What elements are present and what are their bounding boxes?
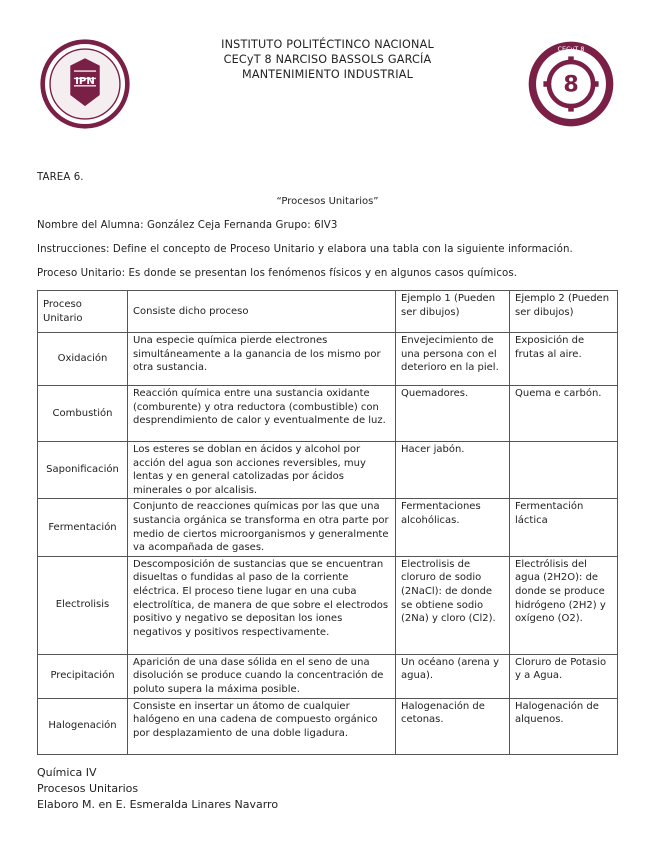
process-name: Combustión [38, 386, 128, 442]
process-description: Una especie química pierde electrones simultáneamente a la ganancia de los mismo por otra sustancia. [128, 333, 396, 386]
header-line-2: CECyT 8 NARCISO BASSOLS GARCÍA [223, 53, 432, 66]
example-2: Halogenación de alquenos. [510, 698, 618, 754]
example-1: Un océano (arena y agua). [396, 654, 510, 698]
header-example-2: Ejemplo 2 (Pueden ser dibujos) [510, 291, 618, 333]
header-line-1: INSTITUTO POLITÉCTINCO NACIONAL [221, 38, 434, 51]
instructions: Instrucciones: Define el concepto de Proceso Unitario y elabora una tabla con la siguiente información. [37, 244, 573, 255]
table-row [38, 698, 618, 754]
table-header-row [38, 291, 618, 333]
footer [37, 765, 278, 813]
process-name: Precipitación [38, 654, 128, 698]
footer-author: Elaboro M. en E. Esmeralda Linares Navarro [37, 798, 279, 811]
process-description: Consiste en insertar un átomo de cualquier halógeno en una cadena de compuesto orgánico por desplazamiento de una doble ligadura. [128, 698, 396, 754]
definition: Proceso Unitario: Es donde se presentan los fenómenos físicos y en algunos casos químicos. [37, 268, 518, 279]
example-2: Electrólisis del agua (2H2O): de donde se produce hidrógeno (2H2) y oxígeno (O2). [510, 556, 618, 654]
svg-text:8: 8 [563, 72, 579, 98]
process-description: Conjunto de reacciones químicas por las que una sustancia orgánica se transforma en otra parte por medio de ciertos microorganismos y generalmente va acompañada de gases. [128, 499, 396, 556]
example-2: Fermentación láctica [510, 499, 618, 556]
process-name: Oxidación [38, 333, 128, 386]
process-name: Electrolisis [38, 556, 128, 654]
example-1: Electrolisis de cloruro de sodio (2NaCl): de donde se obtiene sodio (2Na) y cloro (Cl2). [396, 556, 510, 654]
example-1: Quemadores. [396, 386, 510, 442]
header-description: Consiste dicho proceso [128, 291, 396, 333]
process-table [37, 290, 618, 755]
example-2: Cloruro de Potasio y a Agua. [510, 654, 618, 698]
process-name: Halogenación [38, 698, 128, 754]
example-2: Exposición de frutas al aire. [510, 333, 618, 386]
cecyt-logo-text: CECyT 8 [557, 44, 585, 53]
process-description: Descomposición de sustancias que se encuentran disueltas o fundidas al paso de la corriente eléctrica. El proceso tiene lugar en una cuba electrolítica, de manera de que sobre el electrodos positivo y negativo se depositan los iones negativos y positivos respectivamente. [128, 556, 396, 654]
footer-course: Química IV [37, 766, 97, 779]
cecyt-logo [525, 38, 617, 130]
process-description: Reacción química entre una sustancia oxidante (comburente) y otra reductora (combustible) con desprendimiento de calor y eventualmente de luz. [128, 386, 396, 442]
footer-topic: Procesos Unitarios [37, 782, 139, 795]
process-description: Aparición de una dase sólida en el seno de una disolución se produce cuando la concentración de poluto supera la máxima posible. [128, 654, 396, 698]
ipn-logo [39, 38, 131, 130]
process-description: Los esteres se doblan en ácidos y alcohol por acción del agua son acciones reversibles, muy lentas y en general catolizadas por ácidos minerales o por alcalisis. [128, 442, 396, 499]
header-process: Proceso Unitario [38, 291, 128, 333]
ipn-logo-text: IPN [75, 76, 95, 87]
header-line-3: MANTENIMIENTO INDUSTRIAL [242, 68, 413, 81]
task-number: TAREA 6. [37, 172, 84, 183]
example-1: Fermentaciones alcohólicas. [396, 499, 510, 556]
table-row [38, 333, 618, 386]
table-row [38, 386, 618, 442]
document-title: “Procesos Unitarios” [276, 196, 379, 207]
process-name: Fermentación [38, 499, 128, 556]
institution-header [150, 37, 505, 82]
table-row [38, 654, 618, 698]
header-example-1: Ejemplo 1 (Pueden ser dibujos) [396, 291, 510, 333]
example-1: Hacer jabón. [396, 442, 510, 499]
example-2 [510, 442, 618, 499]
process-name: Saponificación [38, 442, 128, 499]
table-row [38, 442, 618, 499]
table-row [38, 499, 618, 556]
example-2: Quema e carbón. [510, 386, 618, 442]
example-1: Halogenación de cetonas. [396, 698, 510, 754]
table-row [38, 556, 618, 654]
example-1: Envejecimiento de una persona con el deterioro en la piel. [396, 333, 510, 386]
student-line: Nombre del Alumna: González Ceja Fernanda Grupo: 6IV3 [37, 220, 338, 231]
